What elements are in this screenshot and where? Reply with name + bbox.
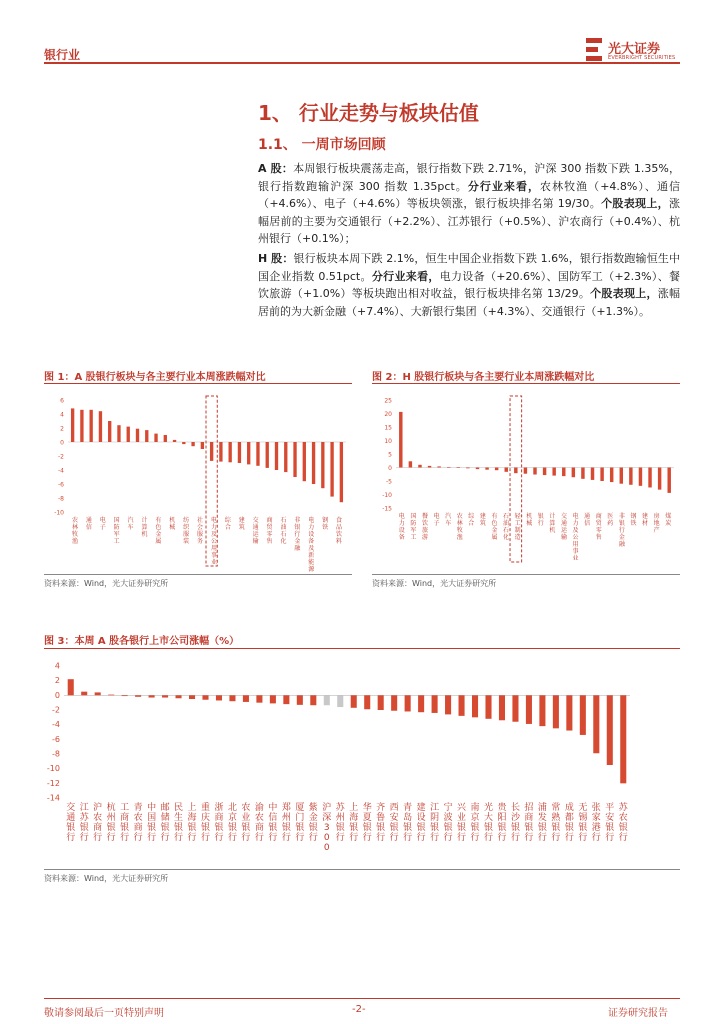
bar <box>164 435 167 442</box>
category-label: 钢铁 <box>322 517 329 531</box>
bar <box>437 466 440 467</box>
y-tick-label: 0 <box>388 465 392 472</box>
figure-3-source-divider <box>44 869 680 870</box>
y-tick-label: -10 <box>46 764 60 774</box>
bar <box>95 692 101 695</box>
y-tick-label: 5 <box>388 451 392 459</box>
bar <box>270 695 276 703</box>
bar <box>80 410 83 442</box>
category-label: 常熟银行 <box>551 803 561 843</box>
bar <box>136 429 139 442</box>
y-tick-label: -15 <box>382 505 392 513</box>
bar <box>580 695 586 735</box>
category-label: 中信银行 <box>268 803 278 843</box>
category-label: 有色金属 <box>491 513 498 541</box>
bar <box>312 442 315 484</box>
y-tick-label: 2 <box>60 425 64 433</box>
category-label: 社会服务 <box>197 517 204 545</box>
bar <box>149 695 155 697</box>
bar <box>581 468 584 479</box>
bar <box>648 468 651 488</box>
bar <box>324 695 330 705</box>
figure-1-source: 资料来源：Wind，光大证券研究所 <box>44 579 169 588</box>
bar <box>391 695 397 710</box>
bar <box>238 442 241 463</box>
bar <box>539 695 545 726</box>
category-label: 有色金属 <box>155 517 162 545</box>
category-label: 非银行金融 <box>618 513 625 548</box>
bar <box>99 411 102 442</box>
bar <box>447 467 450 468</box>
bar <box>81 692 87 696</box>
bar <box>228 442 231 462</box>
bar <box>71 408 74 442</box>
bar <box>418 465 421 468</box>
y-tick-label: 0 <box>60 439 64 447</box>
y-tick-label: 20 <box>384 411 392 418</box>
bar <box>219 442 222 462</box>
figure-2-source: 资料来源：Wind，光大证券研究所 <box>372 579 497 588</box>
category-label: 苏农银行 <box>618 803 628 843</box>
category-label: 银行 <box>537 513 544 527</box>
bar <box>526 695 532 724</box>
y-tick-label: -14 <box>46 793 60 803</box>
category-label: 北京银行 <box>227 803 237 843</box>
y-tick-label: 6 <box>60 397 64 405</box>
category-label: 张家港行 <box>591 803 601 843</box>
y-tick-label: -10 <box>54 509 64 517</box>
bar <box>533 468 536 475</box>
category-label: 电子 <box>99 517 106 531</box>
category-label: 电力设备及新能源 <box>308 517 315 573</box>
footer-report-type: 证券研究报告 <box>608 1008 668 1019</box>
para-bold: 个股表现上， <box>601 197 669 210</box>
para-bold: 分行业来看， <box>467 179 541 193</box>
y-tick-label: -5 <box>386 478 392 486</box>
bar <box>472 695 478 717</box>
page-number: -2- <box>352 1004 366 1015</box>
category-label: 钢铁 <box>630 513 637 527</box>
category-label: 苏州银行 <box>335 803 345 843</box>
category-label: 纺织服装 <box>183 517 190 545</box>
category-label: 建筑 <box>479 513 486 527</box>
category-label: 齐鲁银行 <box>376 803 386 843</box>
bar <box>154 434 157 442</box>
figure-2-divider <box>372 383 680 384</box>
category-label: 电力及公用事业 <box>572 513 579 562</box>
bar <box>122 695 128 696</box>
bar <box>620 695 626 783</box>
category-label: 郑州银行 <box>281 803 291 843</box>
bar <box>135 695 141 696</box>
category-label: 平安银行 <box>605 803 615 843</box>
category-label: 石油石化 <box>280 517 287 545</box>
bar <box>330 442 333 497</box>
bar <box>610 468 613 483</box>
category-label: 电力设备 <box>398 513 405 541</box>
bar <box>145 430 148 442</box>
category-label: 成都银行 <box>564 803 574 843</box>
para-text: 涨幅居前的为大新金融（+7.4%）、大新银行集团（+4.3%）、交通银行（+1.3%）。 <box>258 287 681 318</box>
bar <box>210 442 213 461</box>
bar <box>658 468 661 490</box>
category-label: 汽车 <box>445 513 452 527</box>
y-tick-label: -2 <box>52 705 60 715</box>
bar <box>476 468 479 470</box>
category-label: 长沙银行 <box>510 803 520 843</box>
y-tick-label: -12 <box>46 778 60 788</box>
para-bold: 分行业来看， <box>371 269 440 283</box>
bar <box>552 468 555 476</box>
y-tick-label: -6 <box>58 481 64 489</box>
category-label: 机械 <box>526 513 533 527</box>
category-label: 浙商银行 <box>214 803 224 843</box>
bar <box>68 679 74 695</box>
bar <box>117 425 120 442</box>
bar <box>293 442 296 477</box>
bar <box>229 695 235 701</box>
bar <box>629 468 632 485</box>
bar <box>667 468 670 493</box>
y-tick-label: -10 <box>382 492 392 499</box>
category-label: 交通银行 <box>66 803 76 843</box>
category-label: 餐饮旅游 <box>421 513 428 541</box>
bar <box>572 468 575 478</box>
category-label: 民生银行 <box>174 803 184 843</box>
figure-2-source-divider <box>372 574 680 575</box>
figure-3-source: 资料来源：Wind，光大证券研究所 <box>44 874 169 883</box>
brand-logo <box>586 36 686 66</box>
logo-text: 光大证券 <box>608 42 661 57</box>
bar <box>108 421 111 442</box>
category-label: 华夏银行 <box>362 803 372 843</box>
bar <box>340 442 343 502</box>
figure-3-title: 图 3：本周 A 股各银行上市公司涨幅（%） <box>44 636 240 647</box>
bar <box>459 695 465 716</box>
bar <box>162 695 168 697</box>
bar <box>600 468 603 482</box>
logo-icon <box>586 38 602 62</box>
category-label: 厦门银行 <box>295 803 305 843</box>
bar <box>432 695 438 713</box>
category-label: 综合 <box>468 513 475 527</box>
category-label: 计算机 <box>141 517 148 538</box>
category-label: 青农商行 <box>133 803 143 843</box>
category-label: 贵阳银行 <box>497 803 507 843</box>
y-tick-label: -4 <box>52 720 60 730</box>
header-divider <box>44 62 680 64</box>
category-label: 农林牧渔 <box>71 517 78 545</box>
bar <box>620 468 623 484</box>
bar <box>216 695 222 700</box>
bar <box>485 695 491 718</box>
category-label: 通信 <box>85 517 92 531</box>
bar <box>189 695 195 699</box>
paragraph-h-share <box>258 250 680 320</box>
bar <box>466 468 469 469</box>
y-tick-label: 4 <box>54 661 60 671</box>
bar <box>297 695 303 705</box>
bar <box>283 695 289 704</box>
bar <box>418 695 424 712</box>
bar <box>543 468 546 476</box>
logo-subtext: EVERBRIGHT SECURITIES <box>608 55 676 61</box>
category-label: 兴业银行 <box>457 803 467 843</box>
category-label: 通信 <box>584 513 591 527</box>
category-label: 计算机 <box>549 513 556 534</box>
category-label: 建设银行 <box>416 803 426 843</box>
para-lead: H 股： <box>258 252 294 265</box>
figure-1-source-divider <box>44 574 352 575</box>
category-label: 机械 <box>169 517 176 531</box>
category-label: 国防军工 <box>410 513 417 541</box>
category-label: 房地产 <box>653 513 660 534</box>
bar <box>89 410 92 442</box>
category-label: 浦发银行 <box>537 803 547 843</box>
bar <box>202 695 208 699</box>
bar <box>378 695 384 710</box>
bar <box>499 695 505 720</box>
para-text: 银行板块本周下跌 2.1%，恒生中国企业指数下跌 1.6%，银行指数跑输恒生中国企业指数 0.51pct。 <box>258 252 680 283</box>
category-label: 国防军工 <box>113 517 120 545</box>
category-label: 汽车 <box>127 517 134 531</box>
category-label: 光大银行 <box>483 803 494 843</box>
y-tick-label: 4 <box>60 411 64 419</box>
bar <box>562 468 565 477</box>
bar <box>191 442 194 446</box>
category-label: 南京银行 <box>470 803 480 843</box>
para-text: 本周银行板块震荡走高，银行指数下跌 2.71%，沪深 300 指数下跌 1.35%，银行指数跑输沪深 300 指数 1.35pct。 <box>258 162 681 193</box>
category-label: 上海银行 <box>349 803 359 843</box>
section-heading: 1、 行业走势与板块估值 <box>258 101 479 125</box>
category-label: 招商银行 <box>524 803 534 843</box>
para-text: 涨幅居前的主要为交通银行（+2.2%）、江苏银行（+0.5%）、沪农商行（+0.4%）、杭州银行（+0.1%）； <box>258 197 680 245</box>
chart-h-share-industries <box>372 388 680 574</box>
y-tick-label: 2 <box>54 676 60 686</box>
category-label: 中国银行 <box>147 803 157 843</box>
bar <box>566 695 572 730</box>
subsection-heading: 1.1、 一周市场回顾 <box>258 137 386 153</box>
y-tick-label: -8 <box>52 749 60 759</box>
category-label: 重庆银行 <box>200 803 211 843</box>
bar <box>173 440 176 442</box>
figure-3-divider <box>44 648 680 649</box>
bar <box>399 412 402 468</box>
bar <box>351 695 357 707</box>
category-label: 沪农商行 <box>93 803 103 843</box>
bar <box>495 468 498 471</box>
section-tag: 银行业 <box>44 48 81 62</box>
bar <box>266 442 269 468</box>
figure-1-title: 图 1：A 股银行板块与各主要行业本周涨跌幅对比 <box>44 372 266 383</box>
category-label: 江阴银行 <box>430 803 440 843</box>
category-label: 农业银行 <box>241 803 251 843</box>
chart-bank-stocks <box>44 654 680 868</box>
bar <box>247 442 250 464</box>
bar <box>553 695 559 728</box>
bar <box>182 442 185 444</box>
category-label: 西安银行 <box>389 803 399 843</box>
para-text: 电力设备（+20.6%）、国防军工（+2.3%）、餐饮旅游（+1.0%）等板块跑出相对收益，银行板块排名第 13/29。 <box>258 269 681 300</box>
bar <box>256 442 259 466</box>
category-label: 电子 <box>433 513 440 527</box>
category-label: 电力及公用事业 <box>210 517 217 566</box>
y-tick-label: 0 <box>54 690 60 700</box>
para-bold: 个股表现上， <box>590 287 658 300</box>
bar <box>428 466 431 468</box>
category-label: 沪深 3 0 0 <box>322 803 332 853</box>
y-tick-label: 10 <box>384 438 392 445</box>
bar <box>591 468 594 480</box>
category-label: 交通运输 <box>560 513 567 541</box>
paragraph-a-share <box>258 160 680 248</box>
bar <box>337 695 343 707</box>
bar <box>639 468 642 486</box>
bar <box>514 468 517 474</box>
category-label: 石油石化 <box>503 513 510 541</box>
bar <box>321 442 324 488</box>
y-tick-label: -2 <box>58 453 64 461</box>
bar <box>275 442 278 470</box>
category-label: 工商银行 <box>120 803 130 843</box>
category-label: 交通运输 <box>252 517 259 545</box>
category-label: 紫金银行 <box>308 803 318 843</box>
bar <box>364 695 370 709</box>
y-tick-label: -6 <box>52 734 60 744</box>
category-label: 非银行金融 <box>294 517 301 552</box>
bar <box>256 695 262 702</box>
bar <box>512 695 518 721</box>
bar <box>303 442 306 481</box>
category-label: 杭州银行 <box>106 803 116 843</box>
category-label: 轻工制造 <box>514 513 521 541</box>
bar <box>505 468 508 472</box>
bar <box>243 695 249 702</box>
category-label: 建筑 <box>238 517 245 531</box>
bar <box>409 461 412 467</box>
bar <box>284 442 287 472</box>
bar <box>127 427 130 442</box>
category-label: 渝农商行 <box>254 803 264 843</box>
bar <box>457 467 460 468</box>
footer-divider <box>44 998 680 999</box>
footer-disclaimer: 敬请参阅最后一页特别声明 <box>44 1008 164 1019</box>
bar <box>607 695 613 765</box>
category-label: 无锡银行 <box>578 803 588 843</box>
category-label: 医药 <box>607 513 614 527</box>
category-label: 青岛银行 <box>403 803 413 843</box>
bar <box>445 695 451 714</box>
figure-1-divider <box>44 383 352 384</box>
category-label: 食品饮料 <box>336 517 343 545</box>
para-text: 农林牧渔（+4.8%）、通信（+4.6%）、电子（+4.6%）等板块领涨，银行板块排名第 19/30。 <box>258 179 680 210</box>
figure-2-title: 图 2：H 股银行板块与各主要行业本周涨跌幅对比 <box>372 372 595 383</box>
category-label: 江苏银行 <box>79 803 89 843</box>
category-label: 上海银行 <box>187 803 197 843</box>
y-tick-label: 25 <box>384 397 392 405</box>
bar <box>485 468 488 470</box>
category-label: 煤炭 <box>665 513 672 527</box>
category-label: 宁波银行 <box>443 803 453 843</box>
category-label: 综合 <box>224 517 231 531</box>
y-tick-label: 15 <box>384 424 392 432</box>
bar <box>201 442 204 449</box>
para-lead: A 股： <box>258 162 294 175</box>
bar <box>593 695 599 753</box>
bar <box>310 695 316 705</box>
bar <box>108 695 114 696</box>
category-label: 建材 <box>642 513 649 527</box>
bar <box>524 468 527 474</box>
category-label: 商贸零售 <box>266 517 273 545</box>
chart-a-share-industries <box>44 388 352 574</box>
bar <box>405 695 411 711</box>
category-label: 农林牧渔 <box>456 513 463 541</box>
y-tick-label: -8 <box>58 495 64 503</box>
category-label: 商贸零售 <box>595 513 602 541</box>
y-tick-label: -4 <box>58 467 64 475</box>
category-label: 邮储银行 <box>160 803 170 843</box>
bar <box>176 695 182 698</box>
